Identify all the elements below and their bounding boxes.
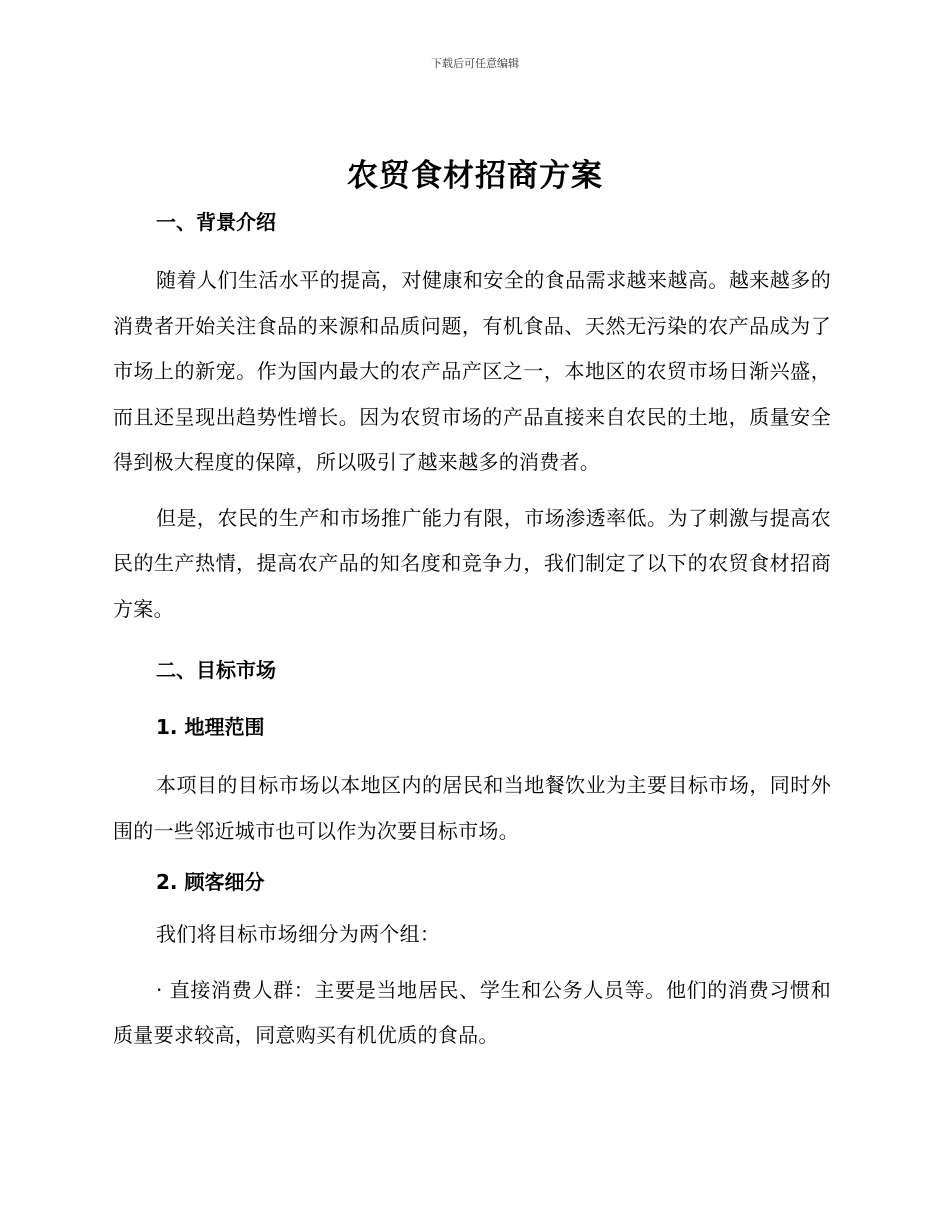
paragraph-segments-intro: 我们将目标市场细分为两个组： xyxy=(156,922,441,946)
document-title: 农贸食材招商方案 xyxy=(347,158,603,194)
paragraph-background-1: 随着人们生活水平的提高，对健康和安全的食品需求越来越高。越来越多的消费者开始关注食品的来源和品质问题，有机食品、天然无污染的农产品成为了市场上的新宠。作为国内最大的农产品产区之一，本地区的农贸市场日渐兴盛，而且还呈现出趋势性增长。因为农贸市场的产品直接来自农民的土地，质量安全得到极大程度的保障，所以吸引了越来越多的消费者。 xyxy=(113,268,831,474)
header-note: 下载后可任意编辑 xyxy=(431,57,519,70)
paragraph-background-2: 但是，农民的生产和市场推广能力有限，市场渗透率低。为了刺激与提高农民的生产热情，提高农产品的知名度和竞争力，我们制定了以下的农贸食材招商方案。 xyxy=(113,505,831,621)
document-body xyxy=(113,204,831,1059)
subheading-geography: 1. 地理范围 xyxy=(156,715,265,739)
section-heading-target-market: 二、目标市场 xyxy=(156,658,276,682)
subheading-customer-segments: 2. 顾客细分 xyxy=(156,870,265,894)
paragraph-geography: 本项目的目标市场以本地区内的居民和当地餐饮业为主要目标市场，同时外围的一些邻近城市也可以作为次要目标市场。 xyxy=(113,773,831,843)
section-heading-background: 一、背景介绍 xyxy=(156,210,276,234)
paragraph-direct-consumers: · 直接消费人群：主要是当地居民、学生和公务人员等。他们的消费习惯和质量要求较高，同意购买有机优质的食品。 xyxy=(113,977,831,1047)
